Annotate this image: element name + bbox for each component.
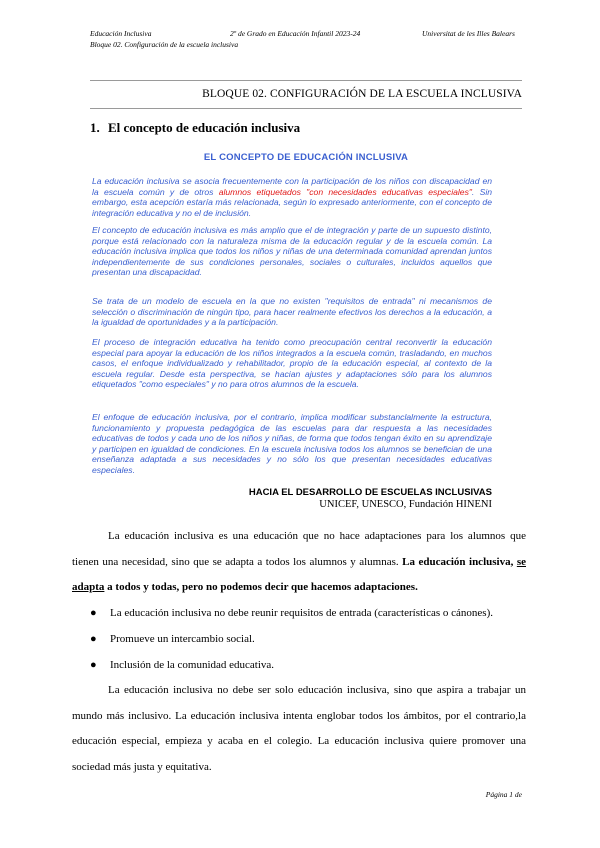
section-number: 1. [90,120,100,135]
quote-source-title: HACIA EL DESARROLLO DE ESCUELAS INCLUSIVAS [248,487,492,498]
body-p1-bold-start: La educación inclusiva, [402,555,517,568]
body-paragraph-1 [72,524,526,601]
body-p1-underlined: se adapta [72,555,526,593]
bullet-icon: ● [90,607,97,619]
list-item-text: La educación inclusiva no debe reunir requisitos de entrada (características o cánones). [110,607,493,619]
quote-paragraph-2: El concepto de educación inclusiva es más amplio que el de integración y parte de un supuesto distinto, porque está relacionado con la naturaleza misma de la educación regular y de la escuela común. La educación inclusiva implica que todos los niños y niñas de una determinada comunidad aprendan juntos independientemente de sus condiciones personales, sociales o culturales, incluidos aquellos que presentan una discapacidad. [92,225,492,278]
header-university: Universitat de les Illes Balears [422,29,515,38]
title-divider [90,108,522,109]
body-p1-bold-end: a todos y todas, pero no podemos decir que hacemos adaptaciones. [104,581,418,593]
header-course [90,28,238,50]
list-item-text: Inclusión de la comunidad educativa. [110,659,275,671]
bullet-list [72,600,526,678]
list-item [72,626,526,652]
quote-p1-text-end: . Sin embargo, esta acepción estaría más relacionada, según lo expresado anteriormente, con el concepto de integración educativa y no el de inclusión. [92,186,493,218]
bullet-icon: ● [90,633,97,645]
quote-p1-highlight: alumnos etiquetados "con necesidades educativas especiales" [218,186,472,197]
section-heading [90,120,300,136]
quote-box-title: EL CONCEPTO DE EDUCACIÓN INCLUSIVA [203,152,409,163]
quote-p1-text: La educación inclusiva se asocia frecuentemente con la participación de los niños con discapacidad en la escuela común y de otros [92,176,492,197]
list-item [72,652,526,678]
quote-paragraph-1 [92,176,492,218]
body-paragraph-2 [72,678,526,780]
block-title: BLOQUE 02. CONFIGURACIÓN DE LA ESCUELA INCLUSIVA [202,88,522,100]
quote-source-org: UNICEF, UNESCO, Fundación HINENI [319,499,492,510]
quote-paragraph-4: El proceso de integración educativa ha tenido como preocupación central reconvertir la educación especial para apoyar la educación de los niños integrados a la escuela común, trasladando, en muchos casos, el enfoque individualizado y rehabilitador, propio de la educación especial, al contexto de la escuela regular. Desde esta perspectiva, se hacian ajustes y adaptaciones sólo para los alumnos etiquetados "como especiales" y no para otros alumnos de la escuela. [92,337,492,390]
page-number: Página 1 de [485,790,522,799]
bullet-icon: ● [90,659,97,671]
header-course-name: Educación Inclusiva [90,29,152,38]
body-p1-text: La educación inclusiva es una educación que no hace adaptaciones para los alumnos que tienen una necesidad, sino que se adapta a todos los alumnos y alumnas. [72,530,526,568]
section-title: El concepto de educación inclusiva [108,120,301,135]
quote-paragraph-5: El enfoque de educación inclusiva, por el contrario, implica modificar substanclalmente la estructura, funcionamiento y propuesta pedagógica de las escuelas para dar respuesta a las necesidades educativas de todos y cada uno de los niños y niñas, de forma que todos tengan éxito en su aprendizaje y participen en igualdad de condiciones. En la escuela inclusiva todos los alumnos se benefician de una enseñanza adaptada a sus necesidades y no sólo los que presentan necesidades educativas especiales. [92,412,492,475]
header-block-name: Bloque 02. Configuración de la escuela inclusiva [90,40,239,49]
header-degree: 2º de Grado en Educación Infantil 2023-24 [230,29,361,38]
top-divider [90,80,522,81]
list-item-text: Promueve un intercambio social. [110,633,255,645]
list-item [72,600,526,626]
body-p2-text: La educación inclusiva no debe ser solo educación inclusiva, sino que aspira a trabajar un mundo más inclusivo. La educación inclusiva intenta englobar todos los ámbitos, por el contrario,la educación especial, empieza y acaba en el colegio. La educación inclusiva quiere promover una sociedad más justa y equitativa. [72,684,526,773]
quote-paragraph-3: Se trata de un modelo de escuela en la que no existen "requisitos de entrada" ni mecanismos de selección o discriminación de ningún tipo, para hacer realmente efectivos los derechos a la educación, a la igualdad de oportunidades y a la participación. [92,296,492,328]
